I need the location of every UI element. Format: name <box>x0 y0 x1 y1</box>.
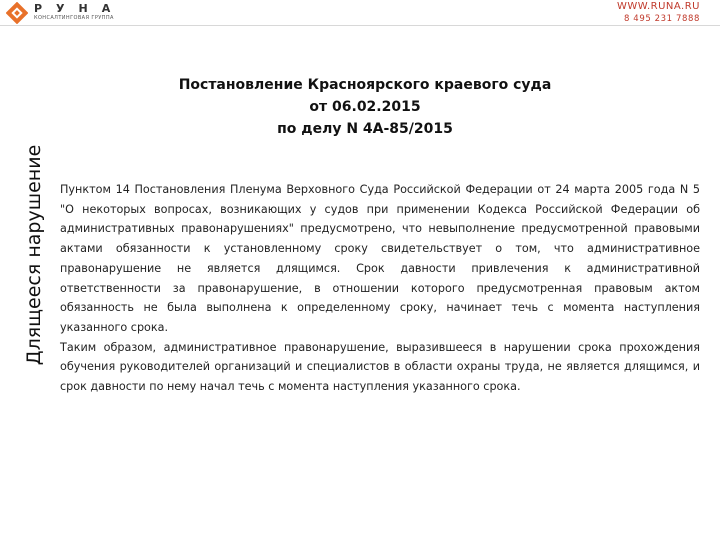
paragraph-1: Пунктом 14 Постановления Пленума Верховного Суда Российской Федерации от 24 марта 2005 года N 5 "О некоторых вопросах, возникающих у судов при применении Кодекса Российской Федерации об административных правонарушениях" предусмотрено, что невыполнение предусмотренной правовыми актами обязанности к установленному сроку свидетельствует о том, что административное правонарушение не является длящимся. Срок давности привлечения к административной ответственности за правонарушение, в отношении которого предусмотренная правовым актом обязанность не была выполнена к определенному сроку, начинает течь с момента наступления указанного срока. <box>60 183 700 334</box>
title-line-3: по делу N 4А-85/2015 <box>277 121 453 137</box>
website-link[interactable]: WWW.RUNA.RU <box>616 1 700 12</box>
header-divider <box>0 25 720 26</box>
side-title-container <box>20 130 48 380</box>
paragraph-2: Таким образом, административное правонарушение, выразившееся в нарушении срока прохождения обучения руководителей организаций и специалистов в области охраны труда, не является длящимся, и срок давности по нему начал течь с момента наступления указанного срока. <box>60 340 700 394</box>
header-bar <box>0 0 720 26</box>
runa-logo-icon[interactable] <box>6 2 28 24</box>
title-line-1: Постановление Красноярского краевого суда <box>178 77 552 93</box>
slide-title <box>110 74 620 140</box>
brand-subtitle: КОНСАЛТИНГОВАЯ ГРУППА <box>34 15 114 21</box>
title-line-2: от 06.02.2015 <box>309 99 421 115</box>
brand-name: РУНА <box>34 2 125 15</box>
body-text <box>60 180 700 397</box>
side-title: Длящееся нарушение <box>23 144 45 366</box>
phone-number: 8 495 231 7888 <box>624 14 700 24</box>
